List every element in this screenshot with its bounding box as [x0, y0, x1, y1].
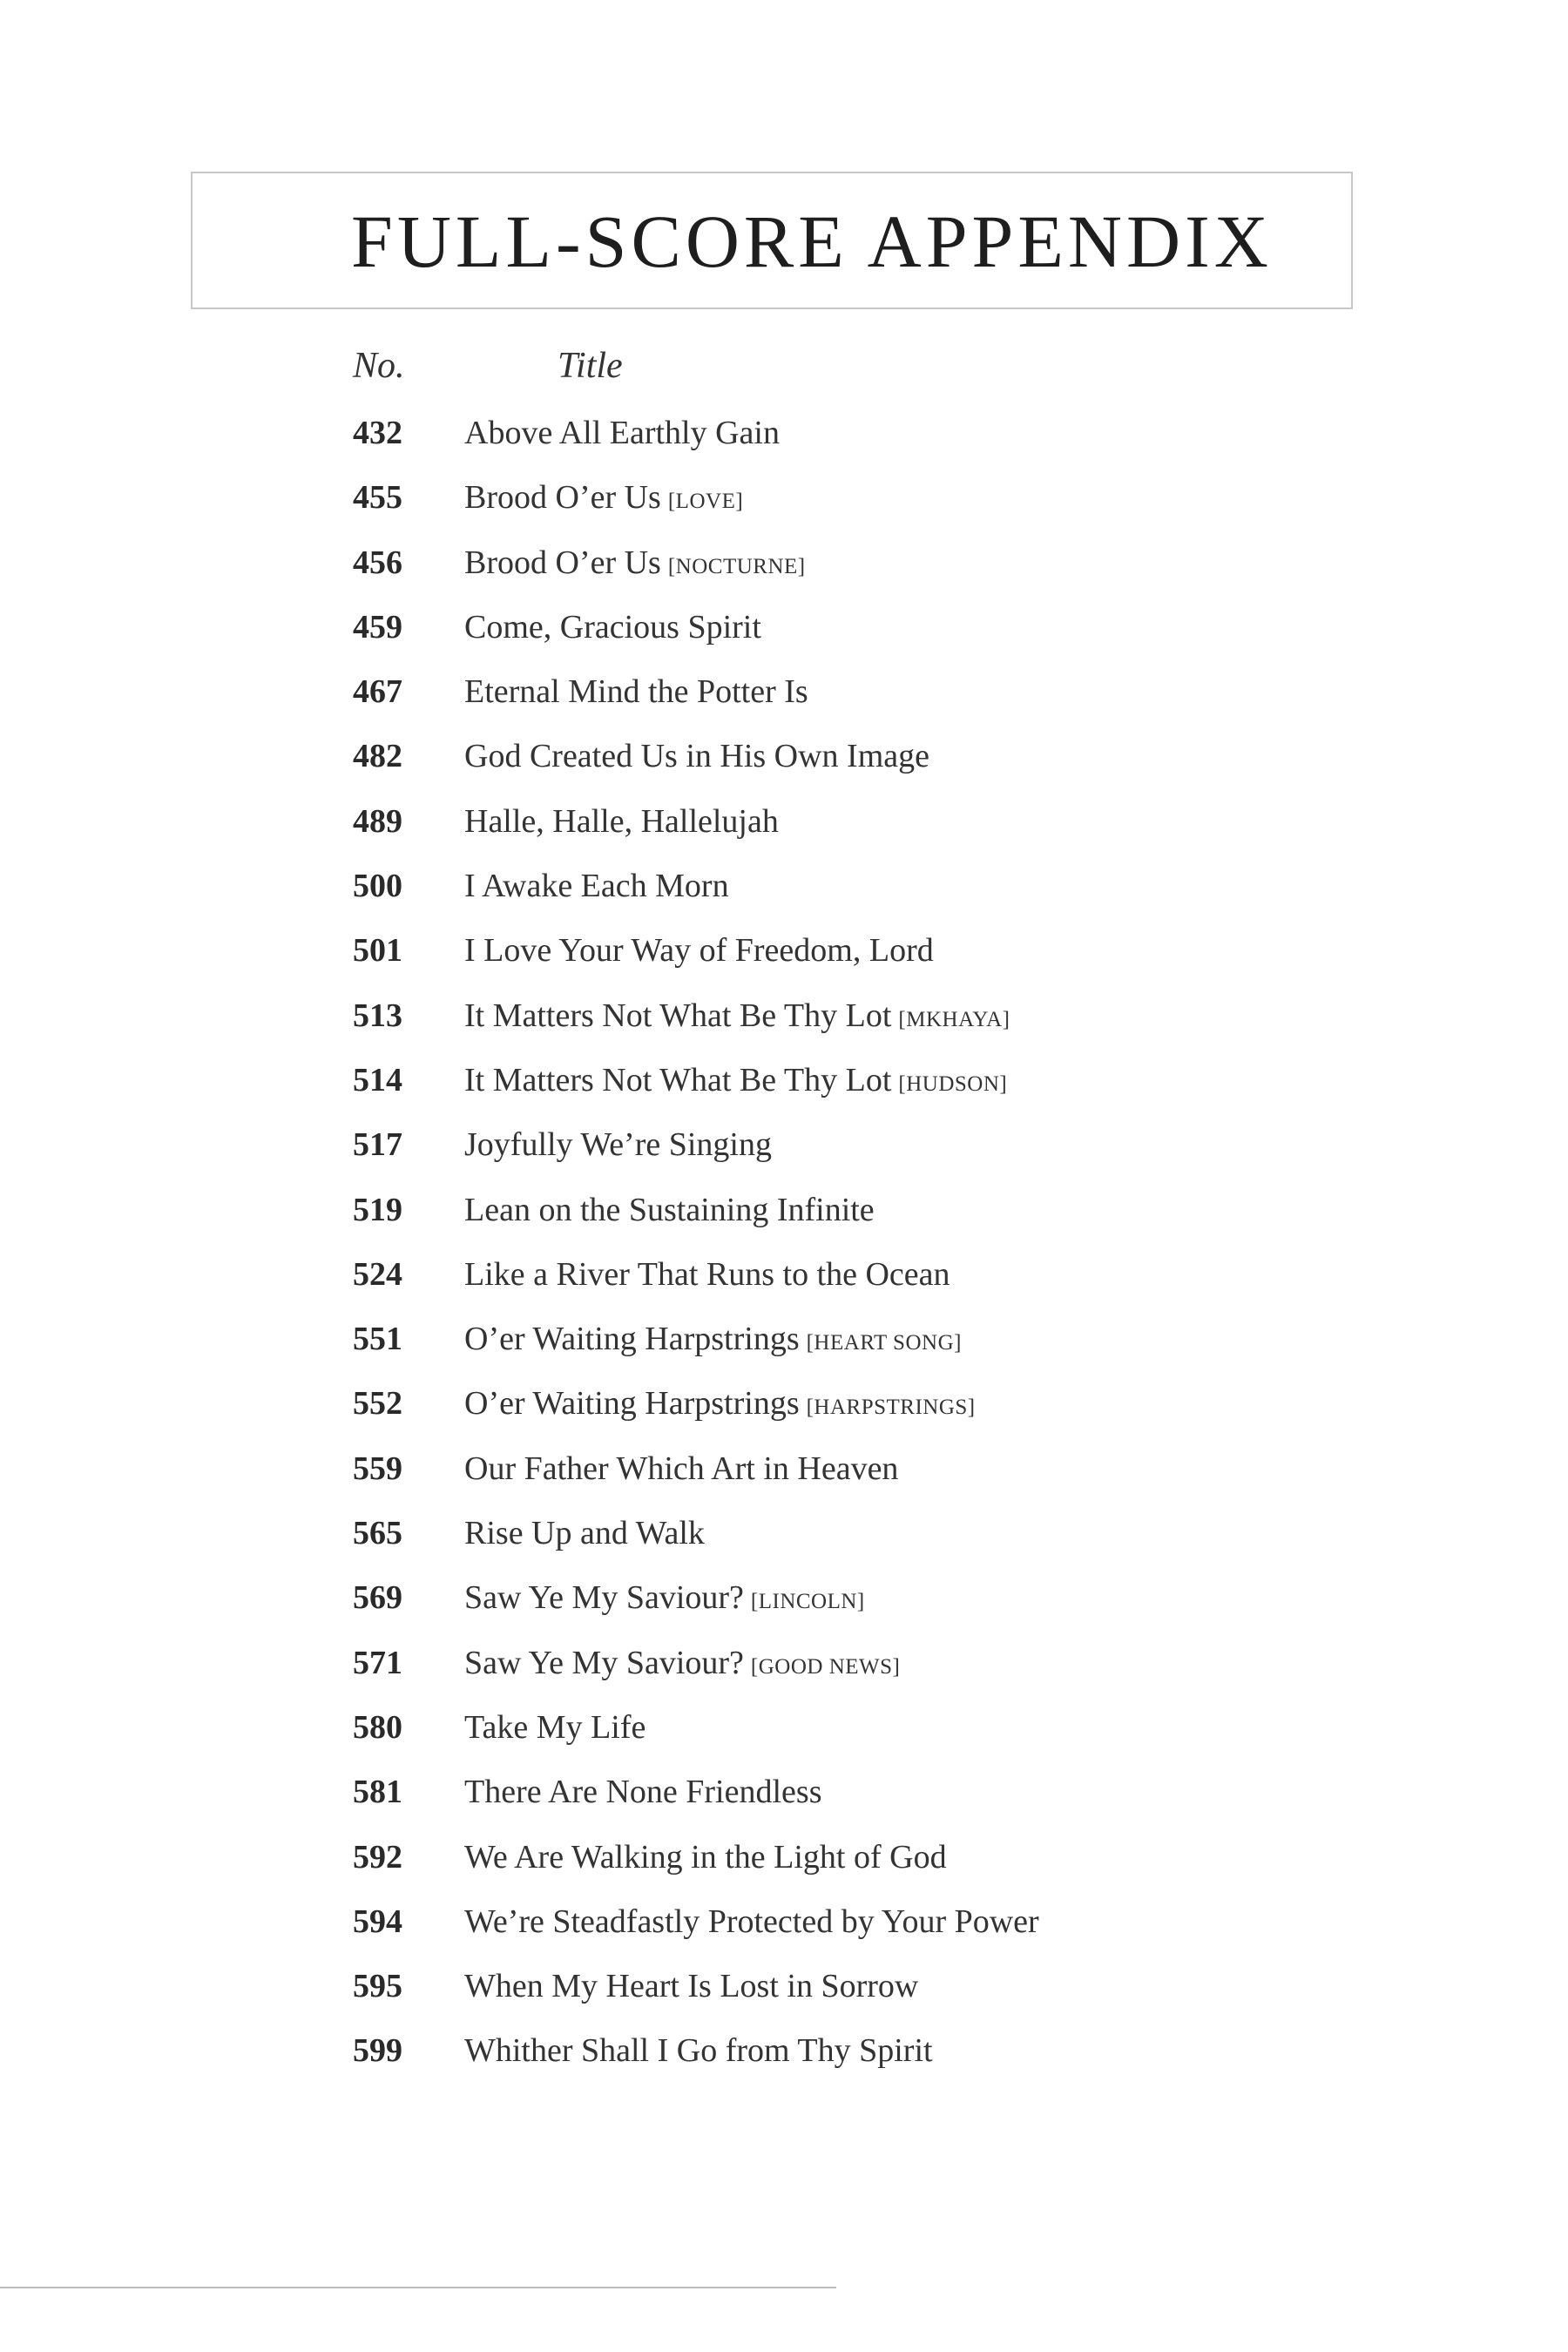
hymn-title: Come, Gracious Spirit	[464, 608, 761, 645]
list-item	[0, 789, 1568, 854]
heading-box	[191, 172, 1353, 309]
tune-name: [NOCTURNE]	[667, 554, 806, 578]
hymn-title-cell	[464, 1825, 947, 1889]
tune-name: [HARPSTRINGS]	[806, 1396, 976, 1420]
hymn-number: 595	[353, 1968, 402, 2005]
hymn-number: 459	[353, 608, 402, 645]
hymn-title-cell	[464, 1178, 875, 1242]
hymn-title: I Awake Each Morn	[464, 868, 729, 905]
list-item	[0, 1825, 1568, 1889]
hymn-title: Rise Up and Walk	[464, 1515, 705, 1552]
hymn-title: Brood O’er Us	[464, 544, 661, 581]
list-item	[0, 1631, 1568, 1695]
hymn-title-cell	[464, 531, 806, 599]
list-item	[0, 1048, 1568, 1112]
hymn-title-cell	[464, 854, 729, 918]
tune-name: [HEART SONG]	[806, 1331, 962, 1355]
hymn-title-cell	[464, 401, 780, 465]
list-item	[0, 1760, 1568, 1824]
hymn-title-cell	[464, 918, 934, 983]
list-item	[0, 401, 1568, 465]
tune-name: [HUDSON]	[898, 1071, 1008, 1096]
list-item	[0, 595, 1568, 659]
hymn-title-cell	[464, 1242, 950, 1307]
list-item	[0, 1695, 1568, 1760]
hymn-title-cell	[464, 659, 808, 724]
hymn-number: 559	[353, 1450, 402, 1487]
hymn-number: 513	[353, 997, 402, 1034]
hymn-title: It Matters Not What Be Thy Lot	[464, 997, 892, 1034]
hymn-title-cell	[464, 2018, 933, 2083]
hymn-number: 501	[353, 932, 402, 970]
hymn-number: 565	[353, 1515, 402, 1552]
hymn-list	[0, 401, 1568, 2084]
hymn-title: It Matters Not What Be Thy Lot	[464, 1061, 892, 1098]
hymn-title-cell	[464, 1695, 645, 1760]
list-item	[0, 918, 1568, 983]
hymn-number: 569	[353, 1579, 402, 1617]
hymn-title: I Love Your Way of Freedom, Lord	[464, 932, 934, 970]
page-title: FULL-SCORE APPENDIX	[351, 199, 1273, 283]
hymn-number: 552	[353, 1385, 402, 1423]
list-item	[0, 1501, 1568, 1565]
list-item	[0, 1112, 1568, 1177]
hymn-number: 500	[353, 868, 402, 905]
hymn-number: 580	[353, 1708, 402, 1746]
list-item	[0, 983, 1568, 1048]
hymn-title-cell	[464, 1112, 772, 1177]
hymn-number: 594	[353, 1903, 402, 1940]
list-item	[0, 1178, 1568, 1242]
list-item	[0, 531, 1568, 595]
tune-name: [LINCOLN]	[750, 1590, 865, 1614]
list-item	[0, 1889, 1568, 1954]
list-item	[0, 659, 1568, 724]
hymn-title: O’er Waiting Harpstrings	[464, 1321, 800, 1358]
hymn-title-cell	[464, 1954, 918, 2018]
list-item	[0, 1565, 1568, 1630]
hymn-title: Brood O’er Us	[464, 479, 661, 517]
hymn-number: 551	[353, 1321, 402, 1358]
hymn-title-cell	[464, 789, 779, 854]
hymn-title: O’er Waiting Harpstrings	[464, 1385, 800, 1423]
list-item	[0, 465, 1568, 530]
hymn-title-cell	[464, 1889, 1039, 1954]
list-item	[0, 1371, 1568, 1436]
hymn-title-cell	[464, 465, 743, 534]
column-header-no: No.	[353, 346, 405, 386]
hymn-title: Saw Ye My Saviour?	[464, 1579, 744, 1617]
hymn-number: 467	[353, 673, 402, 711]
hymn-title-cell	[464, 1565, 865, 1634]
list-item	[0, 1242, 1568, 1307]
list-item	[0, 724, 1568, 788]
hymn-title: Eternal Mind the Potter Is	[464, 673, 808, 711]
hymn-title-cell	[464, 983, 1010, 1052]
hymn-title-cell	[464, 1436, 898, 1501]
hymn-title-cell	[464, 1371, 976, 1440]
hymn-number: 514	[353, 1061, 402, 1098]
hymn-title: Above All Earthly Gain	[464, 415, 780, 451]
hymn-title-cell	[464, 1307, 962, 1375]
list-item	[0, 1307, 1568, 1371]
hymn-number: 456	[353, 544, 402, 581]
hymn-title: Saw Ye My Saviour?	[464, 1644, 744, 1681]
page-edge-line	[0, 2287, 836, 2288]
column-header-title: Title	[558, 346, 623, 386]
hymn-title: Whither Shall I Go from Thy Spirit	[464, 2032, 933, 2070]
hymn-title-cell	[464, 1501, 705, 1565]
hymn-title: We Are Walking in the Light of God	[464, 1838, 947, 1876]
hymn-number: 489	[353, 802, 402, 840]
hymn-number: 599	[353, 2032, 402, 2070]
hymn-title-cell	[464, 1760, 822, 1824]
hymn-title: Like a River That Runs to the Ocean	[464, 1255, 950, 1293]
hymn-title: There Are None Friendless	[464, 1774, 822, 1811]
list-item	[0, 1436, 1568, 1501]
hymn-number: 524	[353, 1255, 402, 1293]
hymn-title: We’re Steadfastly Protected by Your Power	[464, 1903, 1039, 1940]
hymn-title: Take My Life	[464, 1708, 646, 1746]
tune-name: [LOVE]	[667, 490, 744, 514]
hymn-number: 482	[353, 738, 402, 775]
hymn-title: God Created Us in His Own Image	[464, 738, 930, 775]
hymn-number: 581	[353, 1774, 402, 1811]
hymn-title: When My Heart Is Lost in Sorrow	[464, 1968, 919, 2005]
hymn-title-cell	[464, 595, 761, 659]
hymn-number: 432	[353, 415, 402, 451]
tune-name: [MKHAYA]	[898, 1007, 1010, 1031]
hymn-number: 519	[353, 1191, 402, 1228]
hymn-number: 517	[353, 1126, 402, 1164]
list-item	[0, 2018, 1568, 2083]
hymn-number: 592	[353, 1838, 402, 1876]
hymn-title: Halle, Halle, Hallelujah	[464, 802, 779, 840]
hymn-title-cell	[464, 724, 929, 788]
hymn-number: 455	[353, 479, 402, 517]
list-item	[0, 1954, 1568, 2018]
hymn-title: Joyfully We’re Singing	[464, 1126, 772, 1164]
hymn-title: Lean on the Sustaining Infinite	[464, 1191, 875, 1228]
list-item	[0, 854, 1568, 918]
hymn-title-cell	[464, 1048, 1007, 1117]
hymn-title: Our Father Which Art in Heaven	[464, 1450, 899, 1487]
tune-name: [GOOD NEWS]	[750, 1654, 901, 1679]
hymn-title-cell	[464, 1631, 900, 1700]
hymn-number: 571	[353, 1644, 402, 1681]
